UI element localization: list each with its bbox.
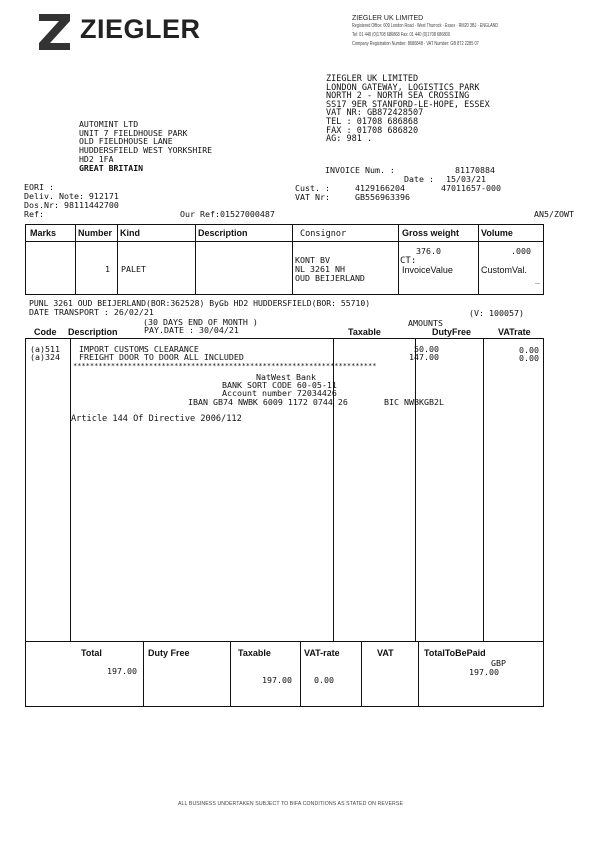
volume-value: .000 — [511, 246, 531, 256]
sender-line: AG: 981 . — [326, 134, 373, 145]
company-registration-line: Company Registration Number: 8686848 · VAT Number: GB 872 2285 07 — [352, 41, 479, 47]
eori-label: EORI : — [24, 182, 54, 192]
col-header-vatrate: VATrate — [498, 327, 531, 337]
our-ref: Our Ref:01527000487 — [180, 209, 275, 219]
transport-date: DATE TRANSPORT : 26/02/21 — [29, 307, 154, 317]
col-header-taxable: Taxable — [348, 327, 381, 337]
ref-code: AN5/ZOWT — [534, 209, 574, 219]
col-header-volume: Volume — [481, 228, 513, 238]
col-header-marks: Marks — [30, 228, 57, 238]
bank-iban: IBAN GB74 NWBK 6009 1172 0744 26 — [188, 397, 348, 407]
ct-label: CT: — [400, 256, 417, 266]
col-header-gross-weight: Gross weight — [402, 228, 460, 238]
invoice-number: 81170884 — [455, 165, 495, 175]
ref-label: Ref: — [24, 209, 44, 219]
bank-name: NatWest Bank — [256, 372, 316, 382]
star-separator: ************************************************************************ — [73, 362, 377, 370]
recipient-line: HD2 1FA — [79, 153, 114, 164]
total-value: 197.00 — [107, 666, 137, 676]
recipient-line: OLD FIELDHOUSE LANE — [79, 136, 173, 147]
total-to-pay-value: 197.00 — [469, 667, 499, 677]
amounts-label: AMOUNTS — [408, 318, 443, 328]
article-note: Article 144 Of Directive 2006/112 — [71, 414, 242, 424]
package-number: 1 — [105, 264, 110, 274]
company-name: ZIEGLER UK LIMITED — [352, 15, 424, 22]
sender-line: LONDON GATEWAY, LOGISTICS PARK — [326, 82, 480, 93]
gross-weight-value: 376.0 — [416, 246, 441, 256]
recipient-line: GREAT BRITAIN — [79, 162, 144, 173]
custom-value-label: CustomVal. — [481, 265, 527, 275]
col-header-description: Description — [198, 228, 248, 238]
invoice-date: 15/03/21 — [446, 174, 486, 184]
sender-line: NORTH 2 - NORTH SEA CROSSING — [326, 91, 470, 102]
recipient-address — [79, 120, 212, 172]
line-item-vat: 0.00 — [519, 353, 539, 363]
payment-terms: (30 DAYS END OF MONTH ) — [143, 317, 258, 327]
pay-date: PAY.DATE : 30/04/21 — [144, 325, 239, 335]
company-logo — [36, 12, 216, 54]
line-item-code: (a)324 — [30, 352, 60, 362]
custom-value-dash: _ — [535, 274, 540, 284]
recipient-line: UNIT 7 FIELDHOUSE PARK — [79, 127, 188, 138]
totals-header-to-pay: TotalToBePaid — [424, 648, 486, 658]
totals-header-vatrate: VAT-rate — [304, 648, 340, 658]
col-header-consignor: Consignor — [300, 229, 347, 239]
invoice-number-label: INVOICE Num. : — [325, 165, 395, 175]
line-item-vat: 0.00 — [519, 345, 539, 355]
line-item-code: (a)511 — [30, 344, 60, 354]
customer-number-2: 47011657-000 — [441, 183, 501, 193]
bank-bic: BIC NWBKGB2L — [384, 397, 444, 407]
col-header-code: Code — [34, 327, 57, 337]
invoice-value-label: InvoiceValue — [402, 265, 453, 275]
reference-v: (V: 100057) — [469, 308, 524, 318]
line-item-description: IMPORT CUSTOMS CLEARANCE — [79, 344, 199, 354]
consignor-line: NL 3261 NH — [295, 264, 345, 274]
totals-header-dutyfree: Duty Free — [148, 648, 190, 658]
dossier-number: Dos.Nr: 98111442700 — [24, 200, 119, 210]
logo-text: ZIEGLER — [80, 14, 201, 44]
line-item-taxable: 50.00 — [414, 344, 439, 354]
recipient-line: AUTOMINT LTD — [79, 119, 139, 129]
delivery-note: Deliv. Note: 912171 — [24, 191, 119, 201]
taxable-total-value: 197.00 — [262, 675, 292, 685]
consignor-line: KONT BV — [295, 255, 330, 265]
vat-number-label: VAT Nr: — [295, 192, 330, 202]
consignor-line: OUD BEIJERLAND — [295, 273, 365, 283]
col-header-kind: Kind — [120, 228, 140, 238]
recipient-line: HUDDERSFIELD WEST YORKSHIRE — [79, 145, 213, 156]
sender-line: VAT NR: GB872428507 — [326, 108, 424, 119]
vat-rate-total-value: 0.00 — [314, 675, 334, 685]
invoice-date-label: Date : — [404, 174, 434, 184]
sender-line: ZIEGLER UK LIMITED — [326, 74, 419, 84]
customer-number: 4129166204 — [355, 183, 405, 193]
terms-footer: ALL BUSINESS UNDERTAKEN SUBJECT TO BIFA CONDITIONS AS STATED ON REVERSE — [178, 801, 404, 807]
package-kind: PALET — [121, 264, 146, 274]
line-item-taxable: 147.00 — [409, 352, 439, 362]
bank-account: Account number 72034426 — [222, 388, 337, 398]
totals-header-taxable: Taxable — [238, 648, 271, 658]
sender-address — [326, 75, 490, 144]
col-header-line-description: Description — [68, 327, 118, 337]
sender-line: FAX : 01708 686820 — [326, 125, 419, 136]
col-header-number: Number — [78, 228, 113, 238]
customer-label: Cust. : — [295, 183, 330, 193]
line-item-description: FREIGHT DOOR TO DOOR ALL INCLUDED — [79, 352, 244, 362]
vat-number: GB556963396 — [355, 192, 410, 202]
ziegler-z-icon — [36, 12, 74, 52]
sender-line: TEL : 01708 686868 — [326, 116, 419, 127]
route-line: PUNL 3261 OUD BEIJERLAND(BOR:362528) ByGb HD2 HUDDERSFIELD(BOR: 55710) — [29, 298, 371, 308]
sender-line: SS17 9ER STANFORD-LE-HOPE, ESSEX — [326, 99, 490, 110]
currency-label: GBP — [491, 658, 506, 668]
totals-header-total: Total — [81, 648, 102, 658]
company-reg-line: Registered Office: 609 London Road · West Thurrock · Essex · RM20 3BJ · ENGLAND — [352, 23, 499, 29]
col-header-dutyfree: DutyFree — [432, 327, 472, 337]
bank-sort-code: BANK SORT CODE 60-05-11 — [222, 380, 337, 390]
totals-header-vat: VAT — [377, 648, 394, 658]
company-contact-line: Tel: 01 440 (0)1708 686868 Fax: 01 440 (0)1708 686800 — [352, 32, 451, 38]
